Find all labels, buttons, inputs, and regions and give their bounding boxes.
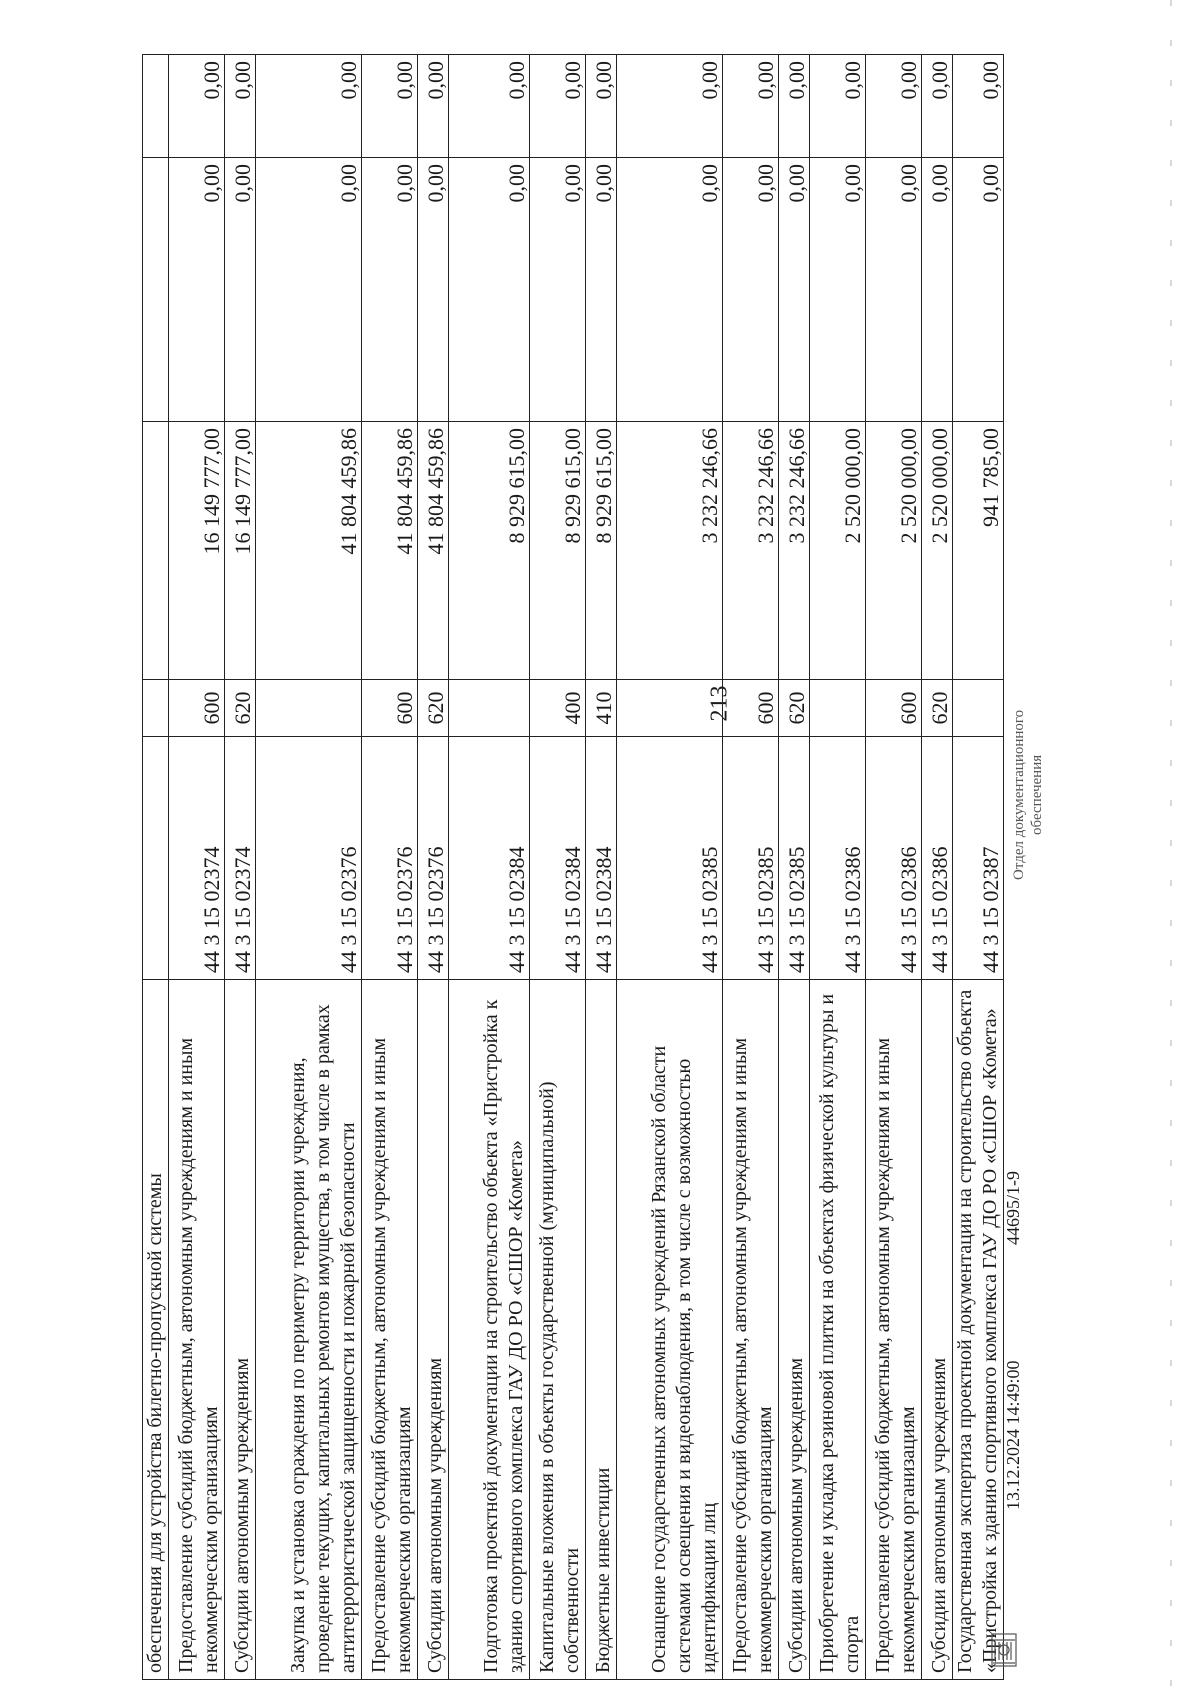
row-amount-2025: 41 804 459,86 <box>418 422 449 680</box>
row-expense-type: 600 <box>866 680 922 737</box>
row-amount-2027: 0,00 <box>530 55 586 158</box>
row-expense-type: 410 <box>586 680 617 737</box>
row-code: 44 3 15 02385 <box>723 737 779 980</box>
row-amount-2025: 41 804 459,86 <box>256 422 362 680</box>
row-code: 44 3 15 02374 <box>225 737 256 980</box>
row-name: Капитальные вложения в объекты государственной (муниципальной) собственности <box>530 980 586 1680</box>
page-number: 213 <box>706 685 733 722</box>
row-amount-2026: 0,00 <box>953 158 1004 422</box>
row-name: Субсидии автономным учреждениям <box>922 980 953 1680</box>
row-amount-2026 <box>143 158 169 422</box>
row-code: 44 3 15 02387 <box>953 737 1004 980</box>
row-amount-2027: 0,00 <box>586 55 617 158</box>
row-amount-2025: 941 785,00 <box>953 422 1004 680</box>
row-amount-2026: 0,00 <box>810 158 866 422</box>
row-amount-2027: 0,00 <box>169 55 225 158</box>
row-expense-type <box>617 680 723 737</box>
row-expense-type <box>449 680 530 737</box>
row-amount-2025: 3 232 246,66 <box>723 422 779 680</box>
row-expense-type: 600 <box>362 680 418 737</box>
row-amount-2026: 0,00 <box>256 158 362 422</box>
table-row <box>723 55 779 1680</box>
table-row <box>586 55 617 1680</box>
row-expense-type <box>256 680 362 737</box>
row-amount-2027: 0,00 <box>256 55 362 158</box>
row-amount-2026: 0,00 <box>586 158 617 422</box>
row-name: Предоставление субсидий бюджетным, автономным учреждениям и иным некоммерческим организациям <box>362 980 418 1680</box>
row-amount-2027: 0,00 <box>225 55 256 158</box>
table-row <box>953 55 1004 1680</box>
row-code: 44 3 15 02376 <box>362 737 418 980</box>
row-amount-2027: 0,00 <box>723 55 779 158</box>
row-name: Субсидии автономным учреждениям <box>225 980 256 1680</box>
row-code: 44 3 15 02386 <box>866 737 922 980</box>
row-code <box>143 737 169 980</box>
row-amount-2027: 0,00 <box>362 55 418 158</box>
table-row <box>810 55 866 1680</box>
row-expense-type <box>953 680 1004 737</box>
table-row <box>169 55 225 1680</box>
table-row <box>866 55 922 1680</box>
row-amount-2025: 8 929 615,00 <box>449 422 530 680</box>
row-code: 44 3 15 02386 <box>922 737 953 980</box>
row-amount-2026: 0,00 <box>418 158 449 422</box>
row-amount-2025: 2 520 000,00 <box>866 422 922 680</box>
row-name: Предоставление субсидий бюджетным, автономным учреждениям и иным некоммерческим организациям <box>723 980 779 1680</box>
row-amount-2027: 0,00 <box>953 55 1004 158</box>
department-stamp <box>1010 710 1046 880</box>
row-amount-2026: 0,00 <box>922 158 953 422</box>
row-amount-2027: 0,00 <box>418 55 449 158</box>
row-code: 44 3 15 02384 <box>530 737 586 980</box>
row-amount-2026: 0,00 <box>723 158 779 422</box>
row-code: 44 3 15 02385 <box>779 737 810 980</box>
table-row <box>143 55 169 1680</box>
row-expense-type: 600 <box>723 680 779 737</box>
row-expense-type: 620 <box>922 680 953 737</box>
row-code: 44 3 15 02374 <box>169 737 225 980</box>
row-name: Подготовка проектной документации на строительство объекта «Пристройка к зданию спортивного комплекса ГАУ ДО РО «СШОР «Комета» <box>449 980 530 1680</box>
table-row <box>256 55 362 1680</box>
row-expense-type <box>143 680 169 737</box>
row-name: Бюджетные инвестиции <box>586 980 617 1680</box>
department-stamp-line2: обеспечения <box>1029 754 1045 835</box>
row-name: обеспечения для устройства билетно-пропускной системы <box>143 980 169 1680</box>
scan-edge-artifact <box>1170 0 1172 1695</box>
row-amount-2026: 0,00 <box>225 158 256 422</box>
row-amount-2025: 2 520 000,00 <box>922 422 953 680</box>
footer-timestamp: 13.12.2024 14:49:00 <box>1003 1360 1023 1510</box>
row-name: Предоставление субсидий бюджетным, автономным учреждениям и иным некоммерческим организациям <box>169 980 225 1680</box>
table-row <box>225 55 256 1680</box>
row-code: 44 3 15 02386 <box>810 737 866 980</box>
row-amount-2027: 0,00 <box>617 55 723 158</box>
row-name: Государственная экспертиза проектной документации на строительство объекта «Пристройка к зданию спортивного комплекса ГАУ ДО РО «СШОР «Комета» <box>953 980 1004 1680</box>
row-amount-2026: 0,00 <box>866 158 922 422</box>
row-amount-2025: 3 232 246,66 <box>617 422 723 680</box>
row-code: 44 3 15 02384 <box>586 737 617 980</box>
row-amount-2026: 0,00 <box>449 158 530 422</box>
row-amount-2026: 0,00 <box>530 158 586 422</box>
row-name: Приобретение и укладка резиновой плитки на объектах физической культуры и спорта <box>810 980 866 1680</box>
row-amount-2025: 2 520 000,00 <box>810 422 866 680</box>
table-row <box>530 55 586 1680</box>
row-amount-2025: 3 232 246,66 <box>779 422 810 680</box>
row-amount-2026: 0,00 <box>779 158 810 422</box>
table-row <box>922 55 953 1680</box>
row-name: Субсидии автономным учреждениям <box>418 980 449 1680</box>
row-name: Оснащение государственных автономных учреждений Рязанской области системами освещения и видеонаблюдения, в том числе с возможностью идентификации лиц <box>617 980 723 1680</box>
budget-table <box>142 54 1004 1680</box>
row-amount-2025: 41 804 459,86 <box>362 422 418 680</box>
table-row <box>362 55 418 1680</box>
row-amount-2025 <box>143 422 169 680</box>
row-expense-type: 620 <box>779 680 810 737</box>
row-amount-2027 <box>143 55 169 158</box>
department-stamp-line1: Отдел документационного <box>1011 709 1027 880</box>
row-name: Закупка и установка ограждения по периметру территории учреждения, проведение текущих, капитальных ремонтов имущества, в том числе в рамках антитеррористической защищенности и пожарной безопасности <box>256 980 362 1680</box>
row-amount-2025: 8 929 615,00 <box>530 422 586 680</box>
duma-emblem-icon <box>990 1630 1018 1670</box>
row-amount-2026: 0,00 <box>617 158 723 422</box>
table-row <box>418 55 449 1680</box>
table-row <box>617 55 723 1680</box>
row-name: Предоставление субсидий бюджетным, автономным учреждениям и иным некоммерческим организациям <box>866 980 922 1680</box>
row-amount-2027: 0,00 <box>922 55 953 158</box>
row-expense-type: 400 <box>530 680 586 737</box>
row-amount-2027: 0,00 <box>449 55 530 158</box>
row-code: 44 3 15 02376 <box>418 737 449 980</box>
row-expense-type: 600 <box>169 680 225 737</box>
row-expense-type <box>810 680 866 737</box>
row-amount-2025: 16 149 777,00 <box>169 422 225 680</box>
row-expense-type: 620 <box>225 680 256 737</box>
footer-doc-number: 44695/1-9 <box>1003 1171 1023 1245</box>
row-expense-type: 620 <box>418 680 449 737</box>
row-amount-2026: 0,00 <box>362 158 418 422</box>
table-row <box>779 55 810 1680</box>
row-amount-2027: 0,00 <box>779 55 810 158</box>
row-amount-2027: 0,00 <box>810 55 866 158</box>
budget-table-container <box>142 55 1003 1680</box>
row-code: 44 3 15 02384 <box>449 737 530 980</box>
row-amount-2025: 8 929 615,00 <box>586 422 617 680</box>
row-amount-2025: 16 149 777,00 <box>225 422 256 680</box>
row-code: 44 3 15 02385 <box>617 737 723 980</box>
row-name: Субсидии автономным учреждениям <box>779 980 810 1680</box>
row-amount-2026: 0,00 <box>169 158 225 422</box>
table-row <box>449 55 530 1680</box>
row-amount-2027: 0,00 <box>866 55 922 158</box>
row-code: 44 3 15 02376 <box>256 737 362 980</box>
